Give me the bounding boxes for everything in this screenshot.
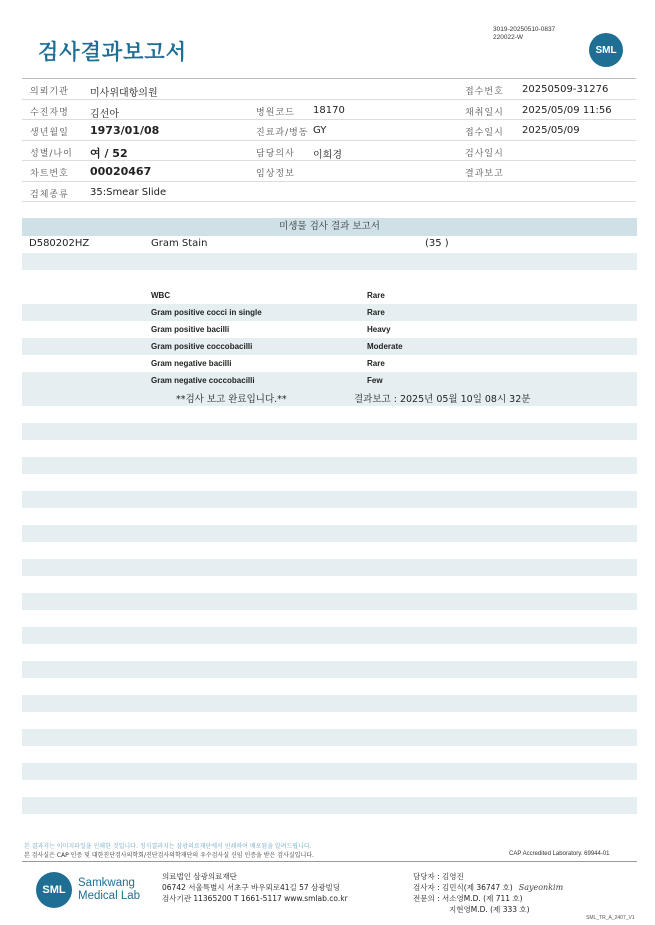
organism-name: Gram positive bacilli [151,325,230,334]
info-value: 김선아 [90,108,119,120]
report-id-line1: 3019-20250510-0837 [493,26,556,33]
result-row [22,304,637,321]
empty-row [22,729,637,746]
info-label: 병원코드 [256,107,295,118]
info-value: 35:Smear Slide [90,186,167,198]
info-value: 2025/05/09 11:56 [522,104,612,116]
form-code: SML_TR_A_2407_V1 [586,915,635,921]
info-value: 미사위대항의원 [90,88,158,99]
organism-result: Few [367,376,383,385]
test-row [22,236,637,253]
info-row [22,79,636,100]
info-value: 이희경 [313,149,342,161]
empty-row [22,661,637,678]
info-value: 1973/01/08 [90,124,160,137]
organism-name: Gram negative coccobacilli [151,376,255,385]
empty-row [22,559,637,576]
info-label: 접수번호 [465,87,504,97]
empty-row [22,610,637,627]
org-contact: 검사기관 11365200 T 1661-5117 www.smlab.co.kr [162,894,348,903]
tester-signature: Sayeonkim [518,883,564,892]
info-value: 20250509-31276 [522,84,609,95]
image-print-note: 본 결과지는 이미지파일을 인쇄한 것입니다. 정식결과지는 삼광의료재단에서 인쇄하여 배포됨을 알려드립니다. [24,843,312,850]
info-label: 차트번호 [30,169,69,179]
empty-row [22,678,637,695]
test-name: Gram Stain [151,238,208,249]
info-value: 00020467 [90,165,152,178]
report-time: 결과보고 : 2025년 05월 10일 08시 32분 [354,394,531,405]
empty-row [22,576,637,593]
info-label: 수진자명 [30,107,69,118]
empty-row [22,542,637,559]
info-label: 생년월일 [30,128,69,138]
result-row [22,372,637,389]
empty-row [22,525,637,542]
info-value: 18170 [313,104,345,116]
organism-name: WBC [151,291,171,300]
results-table [22,236,637,389]
info-row [22,100,636,121]
org-name: 의료법인 삼광의료재단 [162,872,237,881]
info-row [22,182,636,203]
brand-line1: Samkwang [78,877,135,889]
empty-row [22,814,637,831]
cap-accreditation: CAP Accredited Laboratory. 69944-01 [509,851,610,857]
organism-result: Rare [367,291,385,300]
empty-row [22,644,637,661]
empty-row [22,695,637,712]
result-row [22,321,637,338]
section-title: 미생물 검사 결과 보고서 [22,218,637,236]
footer-divider [22,861,637,862]
accreditation-note: 본 검사실은 CAP 인증 및 대한진단검사의학회/진단검사의학재단의 우수검사실 신임 인증을 받은 검사실입니다. [24,852,314,859]
empty-row [22,712,637,729]
info-label: 임상정보 [256,169,295,179]
info-label: 채취일시 [465,107,504,118]
info-row [22,161,636,182]
staff-specialist-1: 전문의 : 서소영M.D. (제 711 호) [413,894,523,903]
empty-row [22,508,637,525]
organism-result: Heavy [367,325,391,334]
info-value: GY [313,125,327,136]
empty-row [22,797,637,814]
organism-result: Rare [367,359,385,368]
info-value: 여 / 52 [90,146,128,160]
info-label: 접수일시 [465,128,504,138]
staff-info [413,871,563,915]
result-row [22,338,637,355]
sml-logo: SML [589,33,623,67]
report-id-line2: 220022-W [493,34,523,41]
report-id [493,26,555,42]
footer-logo [36,872,140,908]
blank-row [22,253,637,270]
completion-message: **검사 보고 완료입니다.** [176,394,287,405]
info-label: 진료과/병동 [256,128,309,138]
empty-row [22,440,637,457]
empty-row [22,746,637,763]
patient-info-table [22,78,636,202]
blank-row [22,270,637,287]
result-row [22,287,637,304]
organism-name: Gram positive cocci in single [151,308,262,317]
empty-row [22,423,637,440]
page-title: 검사결과보고서 [38,40,188,64]
staff-manager: 담당자 : 김영진 [413,872,464,881]
empty-row [22,491,637,508]
staff-tester: 검사자 : 김민식(제 36747 호) [413,883,513,892]
empty-row [22,474,637,491]
empty-rows [22,406,637,831]
empty-row [22,593,637,610]
org-address: 06742 서울특별시 서초구 바우뫼로41길 57 삼광빌딩 [162,883,341,892]
specimen-number: (35 ) [425,238,449,249]
organism-result: Rare [367,308,385,317]
info-label: 검체종류 [30,189,69,200]
completion-row [22,389,637,406]
empty-row [22,763,637,780]
info-label: 결과보고 [465,169,504,179]
brand-line2: Medical Lab [78,890,141,902]
info-label: 검사일시 [465,148,504,159]
empty-row [22,780,637,797]
info-label: 성별/나이 [30,148,73,159]
info-row [22,141,636,162]
sml-logo-mark: SML [36,872,72,908]
organism-name: Gram negative bacilli [151,359,232,368]
result-row [22,355,637,372]
empty-row [22,627,637,644]
organism-result: Moderate [367,342,403,351]
info-value: 2025/05/09 [522,125,580,136]
info-label: 담당의사 [256,148,295,159]
empty-row [22,406,637,423]
info-label: 의뢰기관 [30,87,69,97]
staff-specialist-2: 지현영M.D. (제 333 호) [449,905,530,914]
organism-name: Gram positive coccobacilli [151,342,253,351]
test-code: D580202HZ [29,238,90,249]
info-row [22,120,636,141]
organization-info [162,871,348,904]
empty-row [22,457,637,474]
